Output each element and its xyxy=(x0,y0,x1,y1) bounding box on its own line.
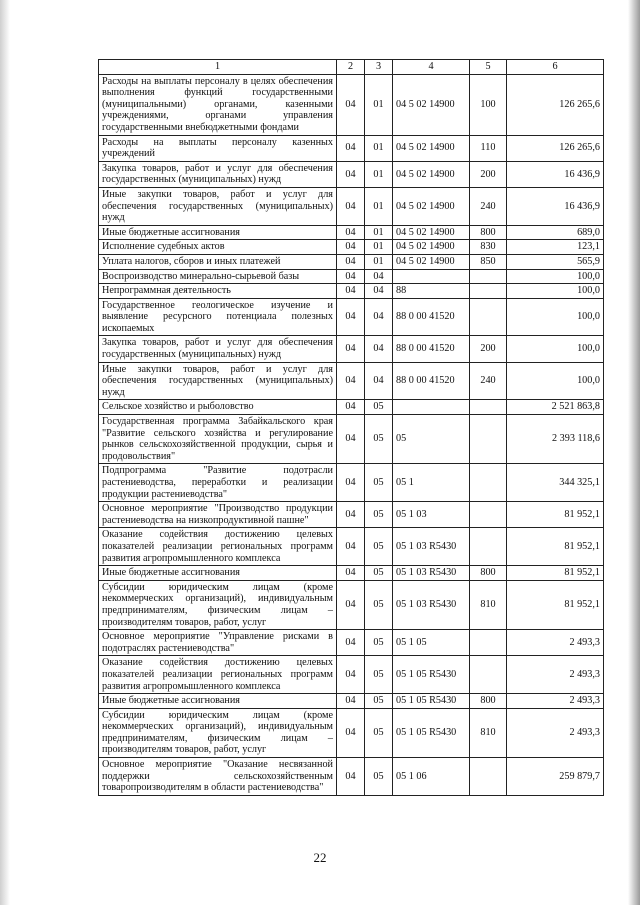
table-row xyxy=(99,362,604,400)
subsection-code-cell: 04 xyxy=(365,336,393,362)
item-name-cell: Расходы на выплаты персоналу в целях обеспечения выполнения функций государственными (муниципальными) органами, казенными учреждениями, органами управления государственными внебюджетными фондами xyxy=(99,74,337,135)
table-row xyxy=(99,758,604,796)
amount-cell: 81 952,1 xyxy=(507,580,604,629)
target-article-cell: 05 1 05 xyxy=(393,630,470,656)
amount-cell: 81 952,1 xyxy=(507,566,604,581)
target-article-cell: 05 1 06 xyxy=(393,758,470,796)
section-code-cell: 04 xyxy=(337,336,365,362)
table-row xyxy=(99,580,604,629)
section-code-cell: 04 xyxy=(337,400,365,415)
table-header-row xyxy=(99,60,604,75)
amount-cell: 2 493,3 xyxy=(507,630,604,656)
table-row xyxy=(99,415,604,464)
target-article-cell: 88 0 00 41520 xyxy=(393,298,470,336)
table-row xyxy=(99,630,604,656)
section-code-cell: 04 xyxy=(337,656,365,694)
target-article-cell xyxy=(393,400,470,415)
section-code-cell: 04 xyxy=(337,362,365,400)
expense-type-cell: 240 xyxy=(470,187,507,225)
section-code-cell: 04 xyxy=(337,269,365,284)
scan-edge-right xyxy=(628,0,640,905)
item-name-cell: Субсидии юридическим лицам (кроме некоммерческих организаций), индивидуальным предпринимателям, физическим лицам – производителям товаров, работ, услуг xyxy=(99,708,337,757)
target-article-cell: 04 5 02 14900 xyxy=(393,240,470,255)
amount-cell: 81 952,1 xyxy=(507,528,604,566)
header-cell-4: 4 xyxy=(393,60,470,75)
item-name-cell: Оказание содействия достижению целевых показателей реализации региональных программ развития агропромышленного комплекса xyxy=(99,528,337,566)
item-name-cell: Непрограммная деятельность xyxy=(99,284,337,299)
table-row xyxy=(99,284,604,299)
subsection-code-cell: 05 xyxy=(365,528,393,566)
item-name-cell: Иные бюджетные ассигнования xyxy=(99,225,337,240)
expense-type-cell xyxy=(470,415,507,464)
table-row xyxy=(99,464,604,502)
amount-cell: 16 436,9 xyxy=(507,187,604,225)
section-code-cell: 04 xyxy=(337,187,365,225)
item-name-cell: Уплата налогов, сборов и иных платежей xyxy=(99,254,337,269)
amount-cell: 100,0 xyxy=(507,269,604,284)
item-name-cell: Иные закупки товаров, работ и услуг для обеспечения государственных (муниципальных) нужд xyxy=(99,362,337,400)
table-row xyxy=(99,566,604,581)
amount-cell: 2 521 863,8 xyxy=(507,400,604,415)
table-row xyxy=(99,528,604,566)
subsection-code-cell: 01 xyxy=(365,240,393,255)
target-article-cell: 04 5 02 14900 xyxy=(393,135,470,161)
amount-cell: 81 952,1 xyxy=(507,502,604,528)
target-article-cell: 88 0 00 41520 xyxy=(393,336,470,362)
table-row xyxy=(99,187,604,225)
expense-type-cell xyxy=(470,284,507,299)
header-cell-6: 6 xyxy=(507,60,604,75)
amount-cell: 2 493,3 xyxy=(507,708,604,757)
table-row xyxy=(99,254,604,269)
subsection-code-cell: 04 xyxy=(365,269,393,284)
subsection-code-cell: 01 xyxy=(365,187,393,225)
target-article-cell: 88 0 00 41520 xyxy=(393,362,470,400)
item-name-cell: Иные бюджетные ассигнования xyxy=(99,566,337,581)
subsection-code-cell: 05 xyxy=(365,415,393,464)
amount-cell: 2 493,3 xyxy=(507,656,604,694)
table-row xyxy=(99,656,604,694)
table-row xyxy=(99,135,604,161)
section-code-cell: 04 xyxy=(337,225,365,240)
subsection-code-cell: 01 xyxy=(365,161,393,187)
expense-type-cell xyxy=(470,528,507,566)
subsection-code-cell: 05 xyxy=(365,758,393,796)
budget-table-body xyxy=(99,60,604,796)
header-cell-3: 3 xyxy=(365,60,393,75)
section-code-cell: 04 xyxy=(337,630,365,656)
table-row xyxy=(99,74,604,135)
table-row xyxy=(99,708,604,757)
target-article-cell: 05 1 05 R5430 xyxy=(393,708,470,757)
target-article-cell: 05 1 xyxy=(393,464,470,502)
amount-cell: 100,0 xyxy=(507,362,604,400)
item-name-cell: Иные бюджетные ассигнования xyxy=(99,694,337,709)
section-code-cell: 04 xyxy=(337,161,365,187)
amount-cell: 126 265,6 xyxy=(507,74,604,135)
item-name-cell: Основное мероприятие "Оказание несвязанной поддержки сельскохозяйственным товаропроизводителям в области растениеводства" xyxy=(99,758,337,796)
expense-type-cell: 800 xyxy=(470,566,507,581)
expense-type-cell: 850 xyxy=(470,254,507,269)
subsection-code-cell: 05 xyxy=(365,400,393,415)
item-name-cell: Основное мероприятие "Управление рисками в подотраслях растениеводства" xyxy=(99,630,337,656)
item-name-cell: Расходы на выплаты персоналу казенных учреждений xyxy=(99,135,337,161)
subsection-code-cell: 01 xyxy=(365,225,393,240)
amount-cell: 2 493,3 xyxy=(507,694,604,709)
section-code-cell: 04 xyxy=(337,298,365,336)
target-article-cell: 04 5 02 14900 xyxy=(393,74,470,135)
expense-type-cell: 200 xyxy=(470,161,507,187)
target-article-cell: 05 1 03 R5430 xyxy=(393,566,470,581)
section-code-cell: 04 xyxy=(337,528,365,566)
expense-type-cell xyxy=(470,269,507,284)
target-article-cell: 05 1 03 R5430 xyxy=(393,528,470,566)
item-name-cell: Подпрограмма "Развитие подотрасли растениеводства, переработки и реализации продукции растениеводства" xyxy=(99,464,337,502)
amount-cell: 16 436,9 xyxy=(507,161,604,187)
subsection-code-cell: 05 xyxy=(365,708,393,757)
amount-cell: 100,0 xyxy=(507,336,604,362)
expense-type-cell: 810 xyxy=(470,708,507,757)
section-code-cell: 04 xyxy=(337,758,365,796)
amount-cell: 344 325,1 xyxy=(507,464,604,502)
item-name-cell: Государственное геологическое изучение и выявление ресурсного потенциала полезных ископаемых xyxy=(99,298,337,336)
subsection-code-cell: 05 xyxy=(365,464,393,502)
section-code-cell: 04 xyxy=(337,415,365,464)
amount-cell: 565,9 xyxy=(507,254,604,269)
section-code-cell: 04 xyxy=(337,580,365,629)
item-name-cell: Исполнение судебных актов xyxy=(99,240,337,255)
amount-cell: 689,0 xyxy=(507,225,604,240)
expense-type-cell xyxy=(470,298,507,336)
target-article-cell: 05 1 05 R5430 xyxy=(393,656,470,694)
section-code-cell: 04 xyxy=(337,254,365,269)
item-name-cell: Основное мероприятие "Производство продукции растениеводства на низкопродуктивной пашне" xyxy=(99,502,337,528)
table-row xyxy=(99,502,604,528)
expense-type-cell: 810 xyxy=(470,580,507,629)
target-article-cell: 04 5 02 14900 xyxy=(393,161,470,187)
header-cell-2: 2 xyxy=(337,60,365,75)
item-name-cell: Иные закупки товаров, работ и услуг для обеспечения государственных (муниципальных) нужд xyxy=(99,187,337,225)
scan-edge-left xyxy=(0,0,10,905)
subsection-code-cell: 01 xyxy=(365,135,393,161)
section-code-cell: 04 xyxy=(337,566,365,581)
table-row xyxy=(99,269,604,284)
page-number: 22 xyxy=(313,850,327,865)
item-name-cell: Сельское хозяйство и рыболовство xyxy=(99,400,337,415)
subsection-code-cell: 05 xyxy=(365,502,393,528)
section-code-cell: 04 xyxy=(337,708,365,757)
section-code-cell: 04 xyxy=(337,502,365,528)
expense-type-cell: 830 xyxy=(470,240,507,255)
target-article-cell: 04 5 02 14900 xyxy=(393,254,470,269)
table-row xyxy=(99,694,604,709)
target-article-cell: 05 1 03 R5430 xyxy=(393,580,470,629)
expense-type-cell xyxy=(470,502,507,528)
subsection-code-cell: 04 xyxy=(365,298,393,336)
expense-type-cell: 240 xyxy=(470,362,507,400)
section-code-cell: 04 xyxy=(337,240,365,255)
expense-type-cell: 110 xyxy=(470,135,507,161)
table-row xyxy=(99,336,604,362)
subsection-code-cell: 05 xyxy=(365,580,393,629)
budget-table xyxy=(98,59,604,796)
expense-type-cell: 800 xyxy=(470,694,507,709)
amount-cell: 2 393 118,6 xyxy=(507,415,604,464)
section-code-cell: 04 xyxy=(337,464,365,502)
expense-type-cell xyxy=(470,400,507,415)
amount-cell: 123,1 xyxy=(507,240,604,255)
target-article-cell: 04 5 02 14900 xyxy=(393,187,470,225)
amount-cell: 100,0 xyxy=(507,284,604,299)
target-article-cell: 05 1 05 R5430 xyxy=(393,694,470,709)
target-article-cell: 88 xyxy=(393,284,470,299)
table-row xyxy=(99,240,604,255)
expense-type-cell xyxy=(470,656,507,694)
amount-cell: 126 265,6 xyxy=(507,135,604,161)
target-article-cell: 04 5 02 14900 xyxy=(393,225,470,240)
subsection-code-cell: 05 xyxy=(365,694,393,709)
expense-type-cell xyxy=(470,464,507,502)
expense-type-cell: 200 xyxy=(470,336,507,362)
item-name-cell: Закупка товаров, работ и услуг для обеспечения государственных (муниципальных) нужд xyxy=(99,336,337,362)
expense-type-cell xyxy=(470,758,507,796)
subsection-code-cell: 01 xyxy=(365,254,393,269)
amount-cell: 259 879,7 xyxy=(507,758,604,796)
table-row xyxy=(99,161,604,187)
item-name-cell: Воспроизводство минерально-сырьевой базы xyxy=(99,269,337,284)
expense-type-cell xyxy=(470,630,507,656)
subsection-code-cell: 04 xyxy=(365,284,393,299)
amount-cell: 100,0 xyxy=(507,298,604,336)
subsection-code-cell: 05 xyxy=(365,566,393,581)
section-code-cell: 04 xyxy=(337,284,365,299)
target-article-cell xyxy=(393,269,470,284)
target-article-cell: 05 1 03 xyxy=(393,502,470,528)
item-name-cell: Государственная программа Забайкальского края "Развитие сельского хозяйства и регулирование рынков сельскохозяйственной продукции, сырья и продовольствия" xyxy=(99,415,337,464)
subsection-code-cell: 01 xyxy=(365,74,393,135)
item-name-cell: Оказание содействия достижению целевых показателей реализации региональных программ развития агропромышленного комплекса xyxy=(99,656,337,694)
item-name-cell: Закупка товаров, работ и услуг для обеспечения государственных (муниципальных) нужд xyxy=(99,161,337,187)
header-cell-5: 5 xyxy=(470,60,507,75)
expense-type-cell: 800 xyxy=(470,225,507,240)
section-code-cell: 04 xyxy=(337,74,365,135)
target-article-cell: 05 xyxy=(393,415,470,464)
table-row xyxy=(99,225,604,240)
table-row xyxy=(99,298,604,336)
header-cell-1: 1 xyxy=(99,60,337,75)
subsection-code-cell: 05 xyxy=(365,630,393,656)
section-code-cell: 04 xyxy=(337,135,365,161)
table-row xyxy=(99,400,604,415)
expense-type-cell: 100 xyxy=(470,74,507,135)
subsection-code-cell: 04 xyxy=(365,362,393,400)
subsection-code-cell: 05 xyxy=(365,656,393,694)
item-name-cell: Субсидии юридическим лицам (кроме некоммерческих организаций), индивидуальным предпринимателям, физическим лицам – производителям товаров, работ, услуг xyxy=(99,580,337,629)
section-code-cell: 04 xyxy=(337,694,365,709)
